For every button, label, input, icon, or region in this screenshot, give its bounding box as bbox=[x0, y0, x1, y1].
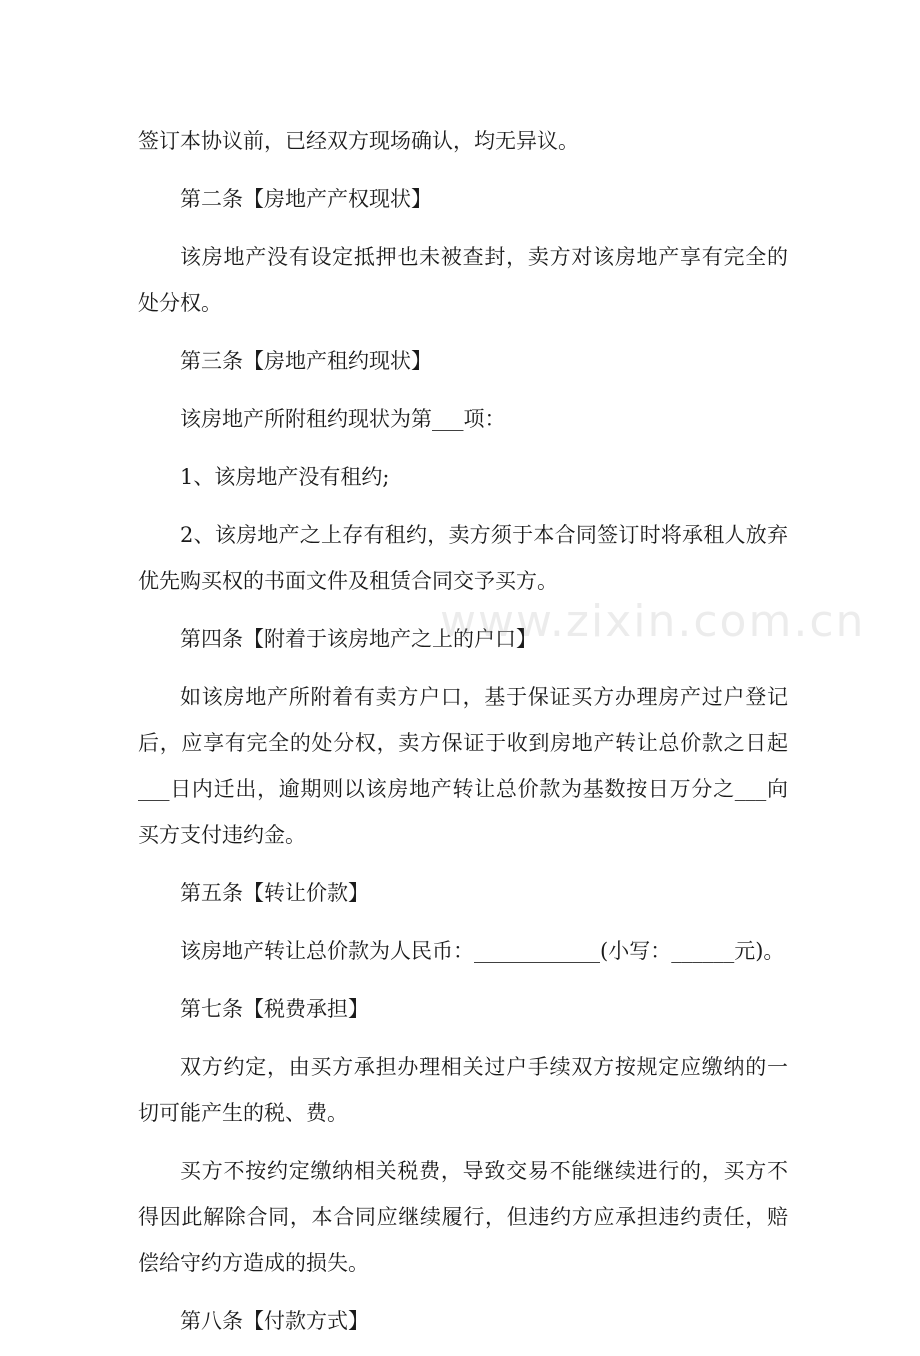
paragraph-article-7-body-2: 买方不按约定缴纳相关税费，导致交易不能继续进行的，买方不得因此解除合同，本合同应继续履行，但违约方应承担违约责任，赔偿给守约方造成的损失。 bbox=[138, 1159, 788, 1275]
paragraph-article-3-option-2: 2、该房地产之上存有租约，卖方须于本合同签订时将承租人放弃优先购买权的书面文件及租赁合同交予买方。 bbox=[138, 523, 788, 593]
paragraph-article-7-body-1: 双方约定，由买方承担办理相关过户手续双方按规定应缴纳的一切可能产生的税、费。 bbox=[138, 1055, 788, 1125]
paragraph-article-2-body: 该房地产没有设定抵押也未被查封，卖方对该房地产享有完全的处分权。 bbox=[138, 245, 788, 315]
heading-article-7: 第七条【税费承担】 bbox=[180, 997, 369, 1021]
heading-article-5: 第五条【转让价款】 bbox=[180, 881, 369, 905]
heading-article-4: 第四条【附着于该房地产之上的户口】 bbox=[180, 627, 537, 651]
watermark: www.zixin.com.cn bbox=[440, 596, 866, 647]
paragraph-article-3-body: 该房地产所附租约现状为第___项： bbox=[180, 407, 506, 431]
paragraph-article-3-option-1: 1、该房地产没有租约; bbox=[180, 465, 390, 489]
heading-article-8: 第八条【付款方式】 bbox=[180, 1309, 369, 1333]
document-body bbox=[138, 118, 788, 1356]
heading-article-3: 第三条【房地产租约现状】 bbox=[180, 349, 432, 373]
paragraph-article-4-body: 如该房地产所附着有卖方户口，基于保证买方办理房产过户登记后，应享有完全的处分权，卖方保证于收到房地产转让总价款之日起___日内迁出，逾期则以该房地产转让总价款为基数按日万分之___向买方支付违约金。 bbox=[138, 685, 788, 847]
heading-article-2: 第二条【房地产产权现状】 bbox=[180, 187, 432, 211]
paragraph-article-5-body: 该房地产转让总价款为人民币：____________(小写：______元)。 bbox=[180, 939, 785, 963]
paragraph-intro: 签订本协议前，已经双方现场确认，均无异议。 bbox=[138, 129, 579, 153]
